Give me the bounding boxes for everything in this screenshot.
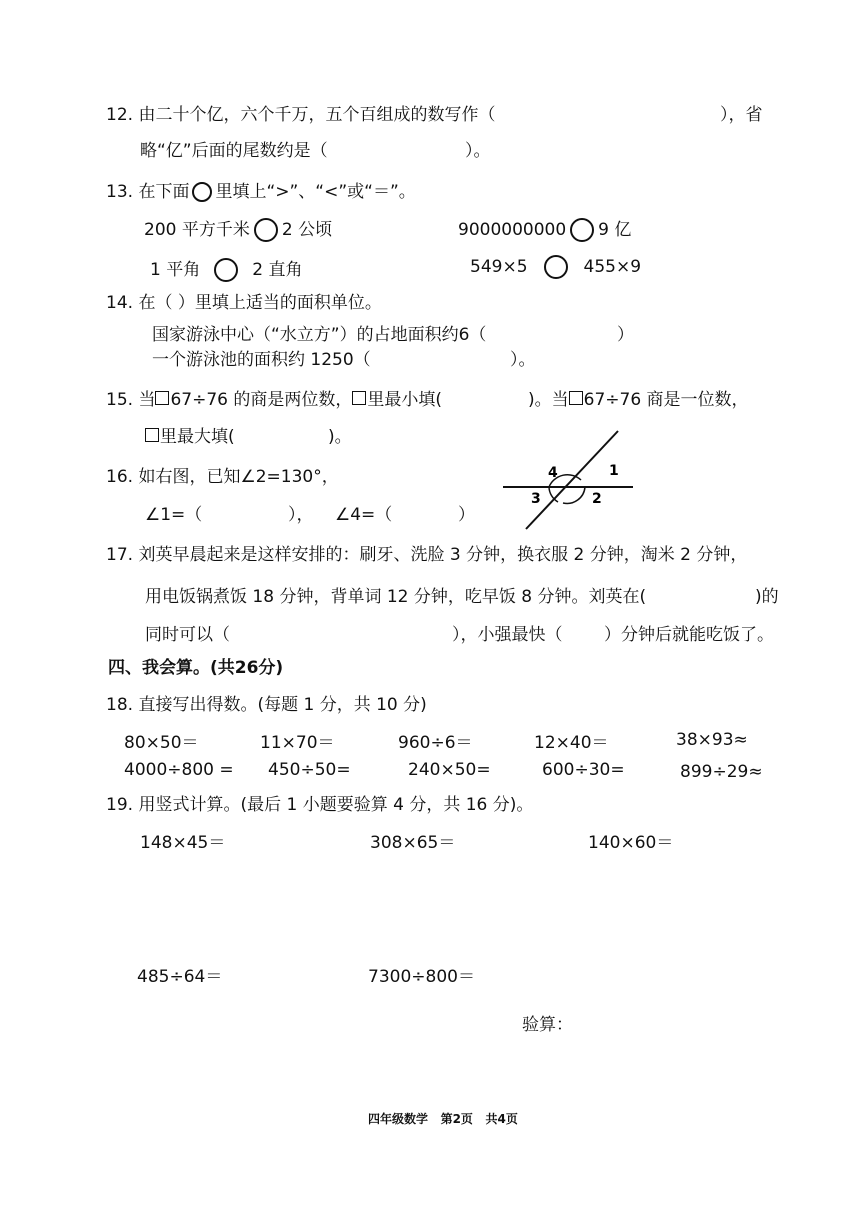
q13-left1: 200 平方千米 xyxy=(144,220,250,240)
q16-ans1-end: ）， xyxy=(288,505,314,525)
q13-right1: 2 公顷 xyxy=(281,220,333,240)
footer-page: 第2页 xyxy=(440,1112,473,1126)
answer-circle[interactable] xyxy=(254,218,278,242)
q12-text-a: 由二十个亿，六个千万，五个百组成的数写作（ xyxy=(138,105,496,125)
q13-right4: 455×9 xyxy=(583,257,642,277)
q12-number: 12. xyxy=(106,105,134,125)
q15-text-f: 里最大填( xyxy=(160,427,235,447)
q14-line2-end: ）。 xyxy=(510,350,536,370)
q19-item: 485÷64＝ xyxy=(137,967,223,987)
q12-text-d: ）。 xyxy=(465,141,491,161)
q15-text-b: 67÷76 的商是两位数， xyxy=(170,390,353,410)
q13-number: 13. xyxy=(106,182,134,202)
q15-line2 xyxy=(145,422,235,447)
q15-text-g: )。 xyxy=(328,427,352,447)
q16-ans1: ∠1=（ xyxy=(145,505,203,525)
q16-text: 如右图，已知∠2=130°， xyxy=(138,467,339,487)
angle-label-2: 2 xyxy=(592,491,602,507)
q13-header xyxy=(106,177,416,202)
q17-line2-end: )的 xyxy=(755,587,779,607)
q15-text-a: 当 xyxy=(138,390,156,410)
angle-label-3: 3 xyxy=(531,491,541,507)
q12-text-b: ），省 xyxy=(720,105,763,125)
angle-label-1: 1 xyxy=(609,463,619,479)
q15-text-c: 里最小填( xyxy=(367,390,443,410)
q17-line3-mid: ），小强最快（ xyxy=(452,625,563,645)
q17-number: 17. xyxy=(106,545,134,565)
q15-line1 xyxy=(106,385,442,410)
q19-item: 140×60＝ xyxy=(588,833,674,853)
q14-line1: 国家游泳中心（“水立方”）的占地面积约6（ xyxy=(152,325,487,345)
q18-item: 600÷30= xyxy=(542,760,625,780)
q18-text: 直接写出得数。(每题 1 分，共 10 分) xyxy=(138,695,427,715)
digit-box xyxy=(569,391,583,405)
diagonal-line xyxy=(526,431,618,529)
q17-text-1: 刘英早晨起来是这样安排的：刷牙、洗脸 3 分钟，换衣服 2 分钟，淘米 2 分钟， xyxy=(138,545,748,565)
q16-header xyxy=(106,462,339,487)
q12-line2 xyxy=(140,136,328,161)
footer-grade: 四年级数学 xyxy=(368,1112,429,1126)
q13-item1 xyxy=(144,215,332,242)
q14-number: 14. xyxy=(106,293,134,313)
q18-item: 12×40＝ xyxy=(534,733,609,753)
q18-item: 960÷6＝ xyxy=(398,733,473,753)
q12-text-c: 略“亿”后面的尾数约是（ xyxy=(140,141,328,161)
q13-item2 xyxy=(458,215,631,242)
q13-left3: 1 平角 xyxy=(150,260,201,280)
q19-check-label: 验算： xyxy=(522,1015,573,1035)
angle-arc-2 xyxy=(563,487,585,503)
answer-circle[interactable] xyxy=(544,255,568,279)
q19-item: 308×65＝ xyxy=(370,833,456,853)
q18-item: 240×50= xyxy=(408,760,491,780)
answer-circle[interactable] xyxy=(570,218,594,242)
q17-line1 xyxy=(106,540,747,565)
q14-line2: 一个游泳池的面积约 1250（ xyxy=(152,350,371,370)
q16-ans2-end: ） xyxy=(458,505,475,525)
q19-text: 用竖式计算。(最后 1 小题要验算 4 分，共 16 分)。 xyxy=(138,795,534,815)
q17-line3-end: ）分钟后就能吃饭了。 xyxy=(604,625,774,645)
q18-number: 18. xyxy=(106,695,134,715)
q13-right3: 2 直角 xyxy=(252,260,303,280)
angle-label-4: 4 xyxy=(548,465,558,481)
q13-pre: 在下面 xyxy=(138,182,190,202)
q14-line1-end: ） xyxy=(617,325,634,345)
digit-box xyxy=(352,391,366,405)
q15-text-e: 67÷76 商是一位数， xyxy=(583,390,749,410)
answer-circle[interactable] xyxy=(214,258,238,282)
q17-line3: 同时可以（ xyxy=(145,625,230,645)
q13-right2: 9 亿 xyxy=(598,220,632,240)
q18-header xyxy=(106,690,427,715)
q15-line1-right xyxy=(528,385,749,410)
q13-item3 xyxy=(150,255,302,282)
q19-header xyxy=(106,790,533,815)
q18-item: 4000÷800 = xyxy=(124,760,234,780)
q13-post: 里填上“>”、“<”或“＝”。 xyxy=(215,182,416,202)
angle-diagram xyxy=(498,425,638,533)
q19-item: 7300÷800＝ xyxy=(368,967,475,987)
page-footer xyxy=(368,1110,518,1127)
q18-item: 38×93≈ xyxy=(676,730,748,750)
q17-line2: 用电饭锅煮饭 18 分钟，背单词 12 分钟，吃早饭 8 分钟。刘英在( xyxy=(145,587,647,607)
q14-header xyxy=(106,288,382,313)
q18-item: 450÷50= xyxy=(268,760,351,780)
digit-box xyxy=(145,428,159,442)
q18-item: 80×50＝ xyxy=(124,733,199,753)
q13-item4 xyxy=(470,255,641,279)
q13-left4: 549×5 xyxy=(470,257,528,277)
q16-number: 16. xyxy=(106,467,134,487)
q16-ans2: ∠4=（ xyxy=(335,505,393,525)
q18-item: 899÷29≈ xyxy=(680,762,763,782)
q14-text: 在（ ）里填上适当的面积单位。 xyxy=(138,293,382,313)
q15-text-d: )。当 xyxy=(528,390,569,410)
footer-total: 共4页 xyxy=(485,1112,518,1126)
q12-line1 xyxy=(106,100,495,125)
section-title: 四、我会算。(共26分) xyxy=(108,658,284,678)
q18-item: 11×70＝ xyxy=(260,733,335,753)
digit-box xyxy=(155,391,169,405)
q13-left2: 9000000000 xyxy=(458,220,567,240)
q19-number: 19. xyxy=(106,795,134,815)
q19-item: 148×45＝ xyxy=(140,833,226,853)
q15-number: 15. xyxy=(106,390,134,410)
compare-circle-icon xyxy=(192,182,212,202)
